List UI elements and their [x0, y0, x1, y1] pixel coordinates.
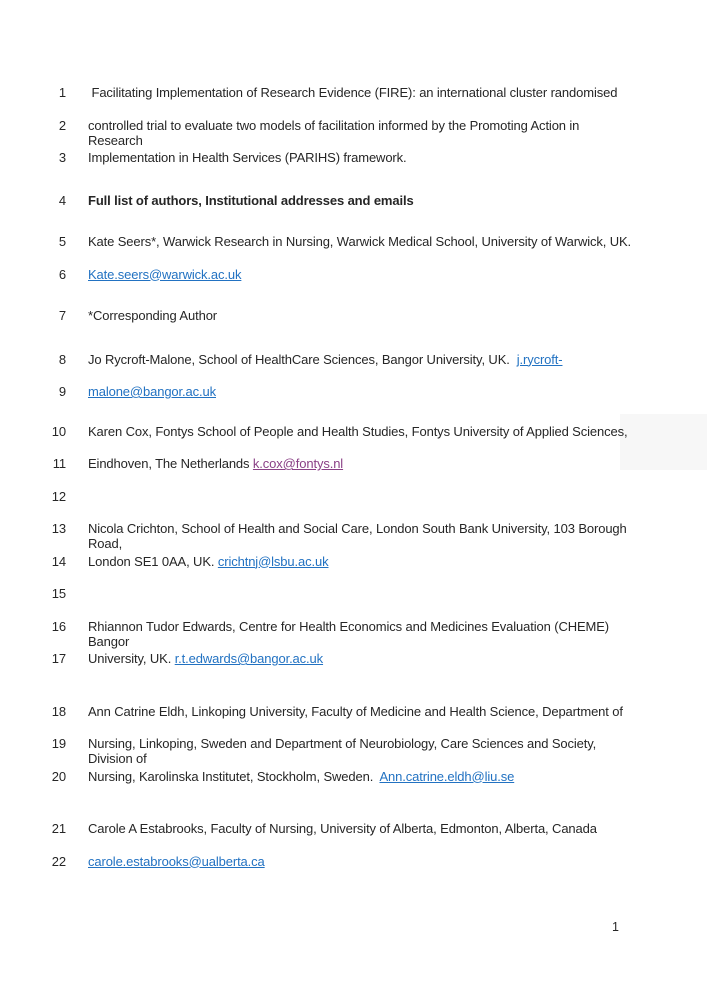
line-number: 14 — [51, 553, 66, 569]
manuscript-line — [40, 193, 633, 226]
line-text — [88, 619, 633, 649]
line-number: 13 — [51, 521, 66, 536]
line-number: 21 — [51, 821, 66, 836]
manuscript-line — [40, 769, 633, 802]
line-text — [88, 85, 633, 100]
email-link[interactable]: crichtnj@lsbu.ac.uk — [217, 553, 329, 569]
line-text — [88, 554, 633, 569]
text-segment: Ann Catrine Eldh, Linkoping University, Faculty of Medicine and Health Science, Department of — [88, 703, 623, 719]
line-number: 7 — [58, 308, 66, 323]
line-number: 22 — [51, 853, 66, 869]
line-text — [88, 193, 633, 208]
manuscript-line — [40, 554, 633, 587]
manuscript-line — [40, 308, 633, 341]
line-number: 3 — [58, 150, 66, 165]
manuscript-line — [40, 85, 633, 118]
line-number: 18 — [51, 703, 66, 719]
line-text — [88, 150, 633, 165]
line-text — [88, 769, 633, 784]
line-number: 17 — [51, 651, 66, 666]
text-segment: Jo Rycroft-Malone, School of HealthCare Sciences, Bangor University, UK. — [88, 351, 517, 367]
manuscript-line — [40, 521, 633, 554]
line-text — [88, 821, 633, 836]
manuscript-line — [40, 704, 633, 737]
text-segment: University, UK. — [88, 651, 175, 666]
email-link[interactable]: malone@bangor.ac.uk — [88, 384, 216, 399]
text-segment: controlled trial to evaluate two models of facilitation informed by the Promoting Action in Research — [88, 117, 583, 148]
manuscript-line — [40, 267, 633, 300]
line-number: 4 — [58, 192, 66, 208]
text-segment: Full list of authors, Institutional addresses and emails — [88, 192, 414, 208]
text-segment: Kate Seers*, Warwick Research in Nursing, Warwick Medical School, University of Warwick, UK. — [88, 234, 632, 249]
email-link[interactable]: carole.estabrooks@ualberta.ca — [88, 853, 265, 869]
line-number: 1 — [58, 85, 66, 100]
manuscript-line — [40, 352, 633, 385]
line-number: 8 — [58, 351, 66, 367]
line-text — [88, 651, 633, 666]
manuscript-line — [40, 619, 633, 652]
email-link[interactable]: Kate.seers@warwick.ac.uk — [88, 266, 242, 282]
line-text — [88, 352, 633, 367]
email-link[interactable]: j.rycroft- — [516, 351, 563, 367]
text-segment: *Corresponding Author — [88, 308, 218, 323]
manuscript-line — [40, 118, 633, 151]
manuscript-line — [40, 821, 633, 854]
manuscript-line — [40, 234, 633, 267]
text-segment: Nursing, Karolinska Institutet, Stockholm, Sweden. — [88, 768, 380, 784]
email-link[interactable]: r.t.edwards@bangor.ac.uk — [174, 651, 324, 666]
line-text — [88, 384, 633, 399]
line-number: 20 — [51, 768, 66, 784]
line-text — [88, 736, 633, 766]
manuscript-line — [40, 384, 633, 417]
line-text — [88, 308, 633, 323]
manuscript-body — [40, 85, 633, 886]
line-number: 19 — [51, 736, 66, 751]
line-number: 12 — [51, 488, 66, 504]
line-number: 11 — [52, 456, 66, 471]
manuscript-line — [40, 854, 633, 887]
line-number: 9 — [58, 384, 66, 399]
text-segment: Implementation in Health Services (PARIHS) framework. — [88, 150, 407, 165]
text-segment: Rhiannon Tudor Edwards, Centre for Health Economics and Medicines Evaluation (CHEME) Bangor — [88, 618, 613, 649]
manuscript-line — [40, 150, 633, 183]
line-number: 15 — [51, 586, 66, 601]
manuscript-line — [40, 586, 633, 619]
scan-shading-artifact — [620, 414, 707, 470]
line-number: 2 — [58, 117, 66, 133]
manuscript-line — [40, 736, 633, 769]
line-number: 6 — [58, 266, 66, 282]
text-segment: Eindhoven, The Netherlands — [88, 456, 253, 471]
line-number: 10 — [51, 423, 66, 439]
line-text — [88, 521, 633, 551]
text-segment: London SE1 0AA, UK. — [88, 553, 218, 569]
line-text — [88, 234, 633, 249]
line-text — [88, 267, 633, 282]
manuscript-line — [40, 424, 633, 457]
manuscript-line — [40, 456, 633, 489]
line-number: 16 — [51, 618, 66, 634]
line-text — [88, 854, 633, 869]
manuscript-line — [40, 651, 633, 684]
line-number: 5 — [58, 234, 66, 249]
line-text — [88, 704, 633, 719]
text-segment: Nicola Crichton, School of Health and Social Care, London South Bank University, 103 Borough Road, — [88, 521, 631, 551]
manuscript-line — [40, 489, 633, 522]
text-segment: Nursing, Linkoping, Sweden and Department of Neurobiology, Care Sciences and Society, Division of — [88, 736, 600, 766]
line-text — [88, 456, 633, 471]
text-segment: Karen Cox, Fontys School of People and Health Studies, Fontys University of Applied Sciences, — [88, 423, 628, 439]
line-text — [88, 424, 633, 439]
text-segment: Facilitating Implementation of Research Evidence (FIRE): an international cluster randomised — [88, 85, 618, 100]
text-segment: Carole A Estabrooks, Faculty of Nursing, University of Alberta, Edmonton, Alberta, Canada — [88, 821, 597, 836]
email-link[interactable]: Ann.catrine.eldh@liu.se — [379, 768, 515, 784]
page-number: 1 — [612, 920, 619, 934]
email-link[interactable]: k.cox@fontys.nl — [252, 456, 344, 471]
line-text — [88, 118, 633, 148]
